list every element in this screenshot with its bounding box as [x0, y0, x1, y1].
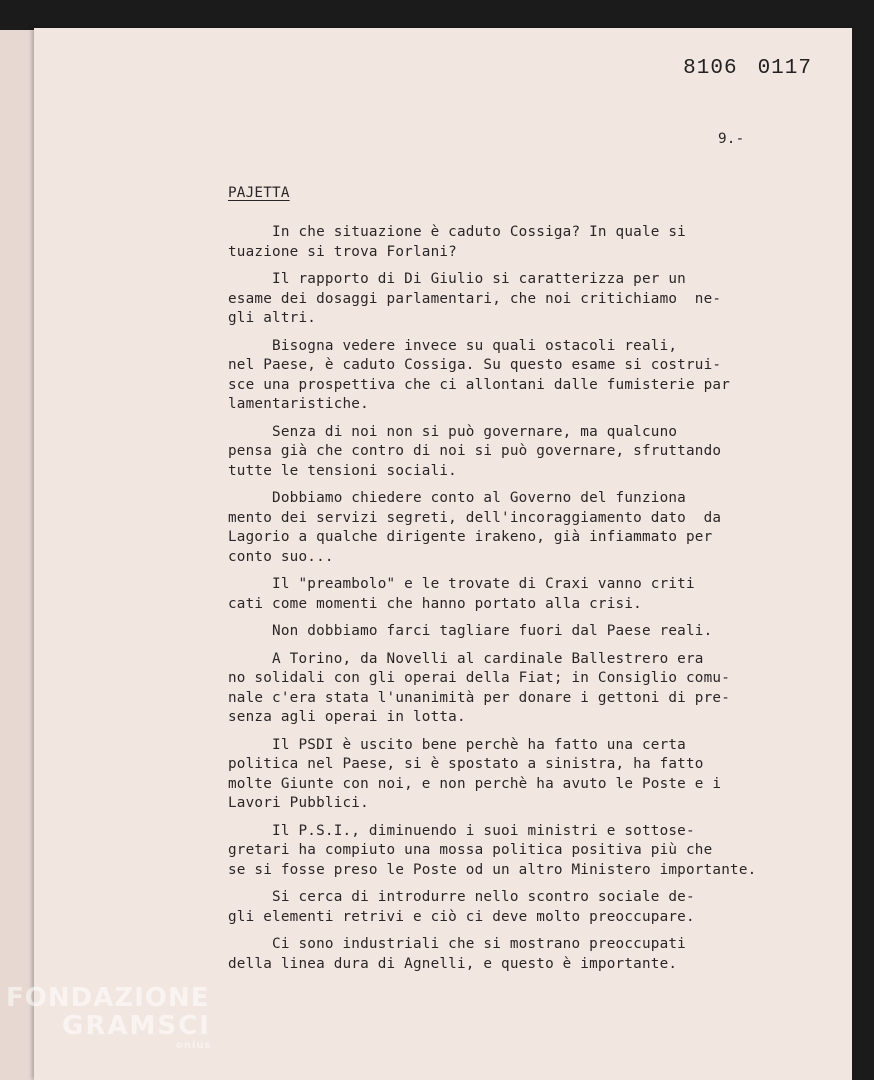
paragraph: Dobbiamo chiedere conto al Governo del funziona mento dei servizi segreti, dell'incoraggiamento dato da Lagorio a qualche dirigente irakeno, già infiammato per conto suo...: [228, 490, 722, 565]
document-number-sheet: 0117: [757, 57, 812, 80]
paragraph: Bisogna vedere invece su quali ostacoli reali, nel Paese, è caduto Cossiga. Su questo esame si costrui- sce una prospettiva che ci allontani dalle fumisterie par lamentaristiche.: [228, 337, 731, 412]
paragraph: A Torino, da Novelli al cardinale Ballestrero era no solidali con gli operai della Fiat; in Consiglio comu- nale c'era stata l'unanimità per donare i gettoni di pre- senza agli operai in lotta.: [228, 650, 731, 725]
paragraph: Senza di noi non si può governare, ma qualcuno pensa già che contro di noi si può governare, sfruttando tutte le tensioni sociali.: [228, 423, 722, 479]
paragraph: Il PSDI è uscito bene perchè ha fatto una certa politica nel Paese, si è spostato a sinistra, ha fatto molte Giunte con noi, e non perchè ha avuto le Poste e i Lavori Pubblici.: [228, 736, 722, 811]
document-number: [683, 57, 812, 80]
paragraph: Ci sono industriali che si mostrano preoccupati della linea dura di Agnelli, e questo è importante.: [228, 936, 686, 972]
watermark-line-1: FONDAZIONE: [6, 983, 210, 1013]
typed-body: [228, 223, 828, 982]
paragraph: In che situazione è caduto Cossiga? In quale si tuazione si trova Forlani?: [228, 224, 686, 260]
watermark-line-2: GRAMSCI: [62, 1011, 211, 1041]
paragraph: Il P.S.I., diminuendo i suoi ministri e sottose- gretari ha compiuto una mossa politica positiva più che se si fosse preso le Poste od un altro Ministero importante.: [228, 822, 757, 878]
paragraph: Non dobbiamo farci tagliare fuori dal Paese reali.: [228, 623, 713, 639]
page-number: 9.-: [718, 131, 745, 147]
document-page: [34, 28, 852, 1080]
watermark-line-3: onlus: [176, 1040, 212, 1051]
paragraph: Il rapporto di Di Giulio si caratterizza per un esame dei dosaggi parlamentari, che noi critichiamo ne- gli altri.: [228, 271, 722, 326]
paragraph: Il "preambolo" e le trovate di Craxi vanno criti cati come momenti che hanno portato alla crisi.: [228, 576, 695, 612]
paragraph: Si cerca di introdurre nello scontro sociale de- gli elementi retrivi e ciò ci deve molto preoccupare.: [228, 889, 695, 925]
document-number-series: 8106: [683, 57, 738, 80]
speaker-heading: PAJETTA: [228, 185, 290, 201]
fondazione-gramsci-watermark: [6, 985, 212, 1051]
